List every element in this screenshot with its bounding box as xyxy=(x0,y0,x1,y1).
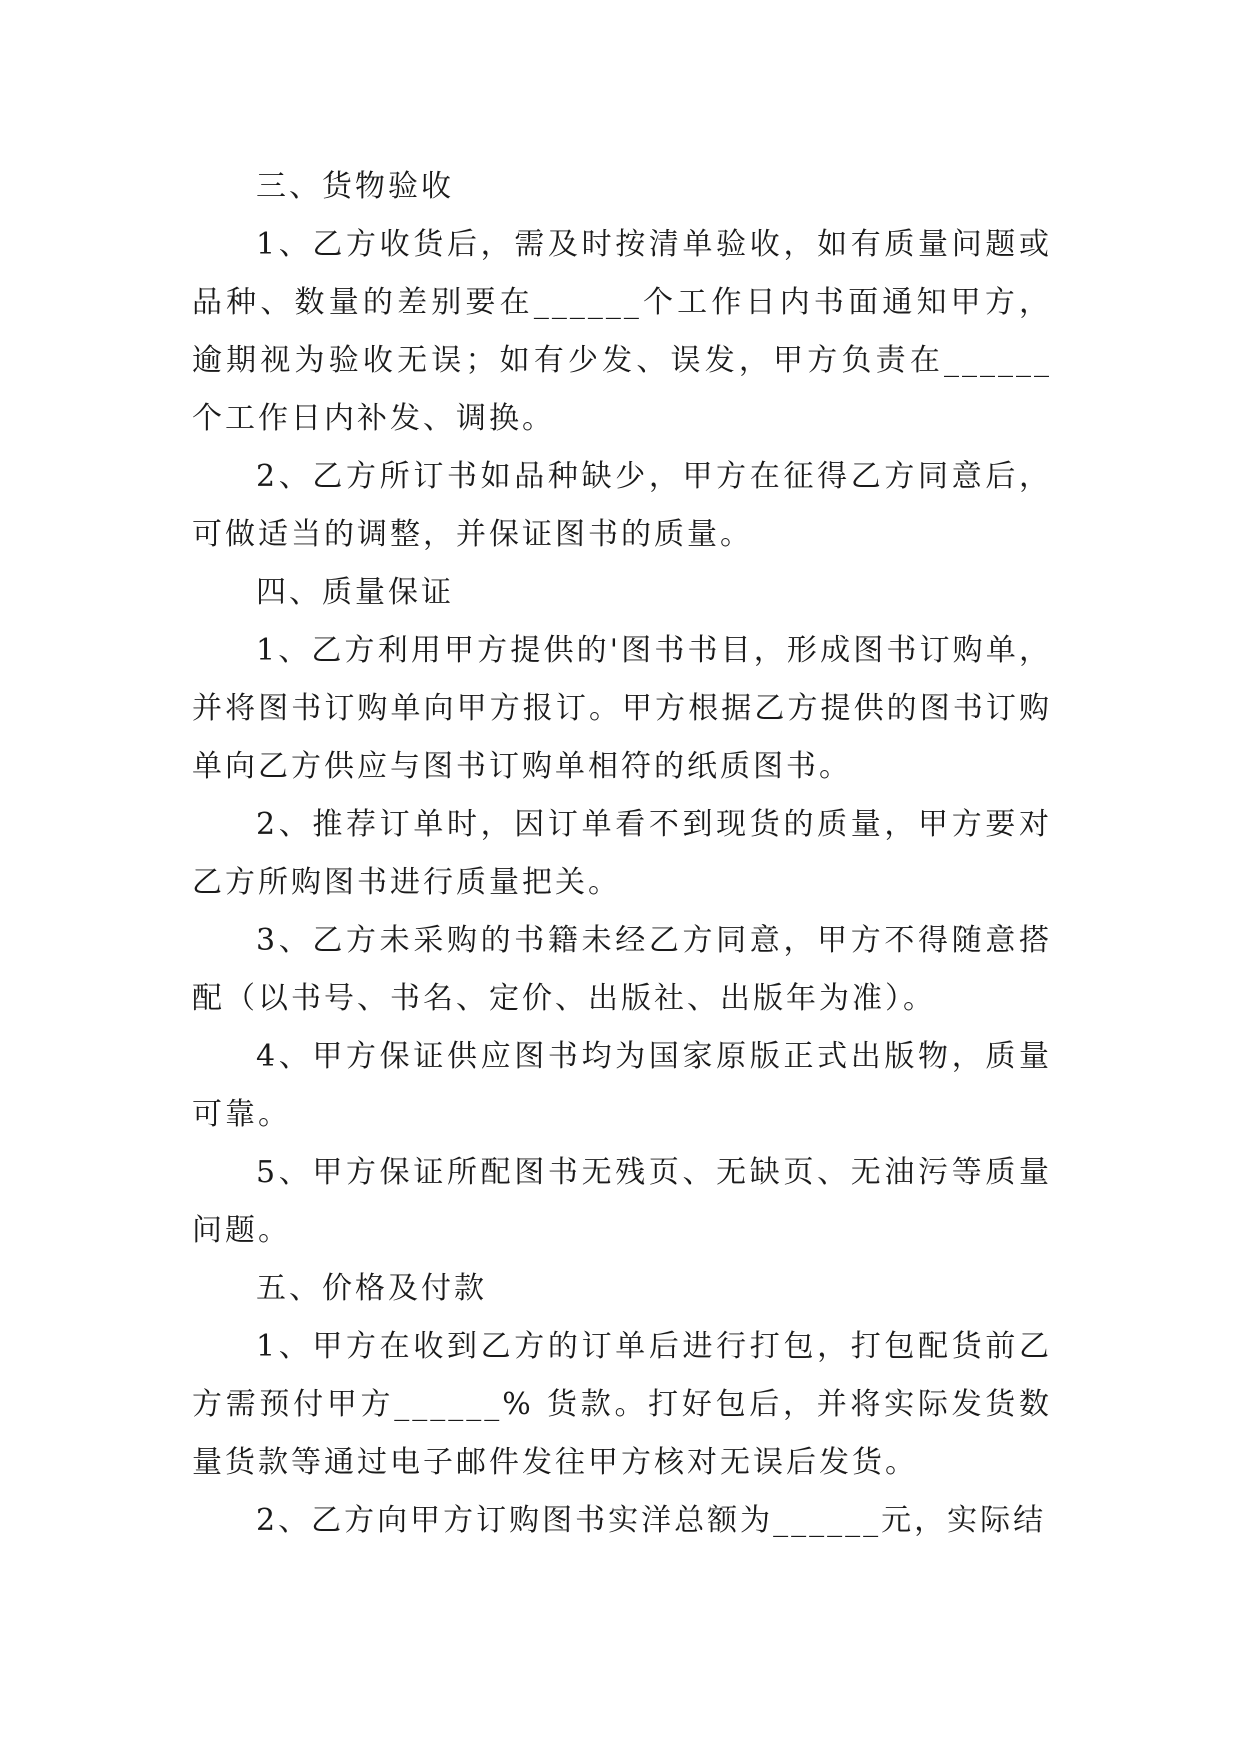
paragraph-quality-2: 2、推荐订单时，因订单看不到现货的质量，甲方要对乙方所购图书进行质量把关。 xyxy=(192,807,1052,900)
section-heading-payment: 五、价格及付款 xyxy=(256,1271,487,1306)
paragraph-acceptance-1: 1、乙方收货后，需及时按清单验收，如有质量问题或品种、数量的差别要在______个工作日内书面通知甲方，逾期视为验收无误；如有少发、误发，甲方负责在______个工作日内补发、调换。 xyxy=(192,227,1052,436)
section-heading-quality: 四、质量保证 xyxy=(256,575,454,610)
paragraph-payment-2: 2、乙方向甲方订购图书实洋总额为______元，实际结 xyxy=(256,1503,1047,1538)
paragraph-quality-5: 5、甲方保证所配图书无残页、无缺页、无油污等质量问题。 xyxy=(192,1155,1052,1248)
document-body xyxy=(192,158,1052,1550)
paragraph-quality-1: 1、乙方利用甲方提供的'图书书目，形成图书订购单，并将图书订购单向甲方报订。甲方根据乙方提供的图书订购单向乙方供应与图书订购单相符的纸质图书。 xyxy=(192,633,1052,784)
paragraph-payment-1: 1、甲方在收到乙方的订单后进行打包，打包配货前乙方需预付甲方______% 货款。打好包后，并将实际发货数量货款等通过电子邮件发往甲方核对无误后发货。 xyxy=(192,1329,1052,1480)
paragraph-acceptance-2: 2、乙方所订书如品种缺少，甲方在征得乙方同意后，可做适当的调整，并保证图书的质量。 xyxy=(192,459,1052,552)
section-heading-acceptance: 三、货物验收 xyxy=(256,169,454,204)
paragraph-quality-3: 3、乙方未采购的书籍未经乙方同意，甲方不得随意搭配（以书号、书名、定价、出版社、出版年为准）。 xyxy=(192,923,1052,1016)
paragraph-quality-4: 4、甲方保证供应图书均为国家原版正式出版物，质量可靠。 xyxy=(192,1039,1052,1132)
